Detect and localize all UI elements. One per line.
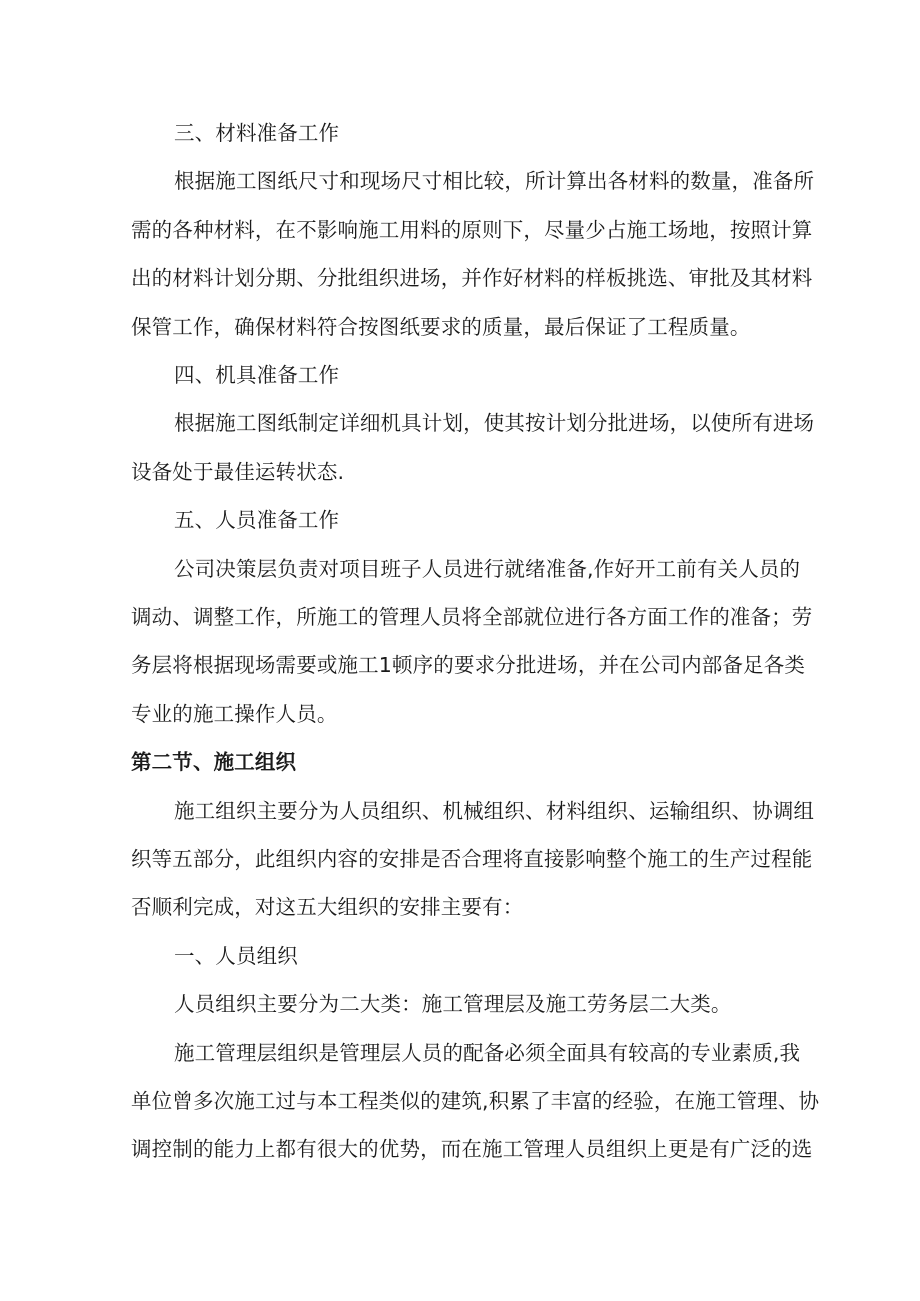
- paragraph-line: 调控制的能力上都有很大的优势，而在施工管理人员组织上更是有广泛的选: [131, 1137, 813, 1161]
- paragraph-line: 出的材料计划分期、分批组织进场，并作好材料的样板挑选、审批及其材料: [131, 266, 813, 290]
- heading-machinery-preparation: 四、机具准备工作: [174, 363, 340, 387]
- paragraph-line: 专业的施工操作人员。: [131, 702, 338, 726]
- paragraph-line: 根据施工图纸制定详细机具计划，使其按计划分批进场，以使所有进场: [174, 411, 815, 435]
- paragraph-line: 根据施工图纸尺寸和现场尺寸相比较，所计算出各材料的数量，准备所: [174, 169, 815, 193]
- paragraph-line: 公司决策层负责对项目班子人员进行就绪准备,作好开工前有关人员的: [174, 557, 801, 581]
- paragraph-line: 单位曾多次施工过与本工程类似的建筑,积累了丰富的经验，在施工管理、协: [131, 1089, 820, 1113]
- paragraph-line: 需的各种材料，在不影响施工用料的原则下，尽量少占施工场地，按照计算: [131, 218, 813, 242]
- paragraph-line: 调动、调整工作，所施工的管理人员将全部就位进行各方面工作的准备；劳: [131, 605, 813, 629]
- paragraph-line: 否顺利完成，对这五大组织的安排主要有：: [131, 895, 524, 919]
- paragraph-line: 人员组织主要分为二大类：施工管理层及施工劳务层二大类。: [174, 992, 732, 1016]
- paragraph-line: 保管工作，确保材料符合按图纸要求的质量，最后保证了工程质量。: [131, 315, 751, 339]
- paragraph-line: 设备处于最佳运转状态.: [131, 460, 345, 484]
- heading-personnel-preparation: 五、人员准备工作: [174, 508, 340, 532]
- section-title: 第二节、施工组织: [131, 750, 297, 774]
- paragraph-line: 务层将根据现场需要或施工1顿序的要求分批进场，并在公司内部备足各类: [131, 653, 805, 677]
- heading-staff-organization: 一、人员组织: [174, 944, 298, 968]
- heading-material-preparation: 三、材料准备工作: [174, 121, 340, 145]
- paragraph-line: 施工组织主要分为人员组织、机械组织、材料组织、运输组织、协调组: [174, 799, 815, 823]
- paragraph-line: 施工管理层组织是管理层人员的配备必须全面具有较高的专业素质,我: [174, 1041, 801, 1065]
- paragraph-line: 织等五部分，此组织内容的安排是否合理将直接影响整个施工的生产过程能: [131, 847, 813, 871]
